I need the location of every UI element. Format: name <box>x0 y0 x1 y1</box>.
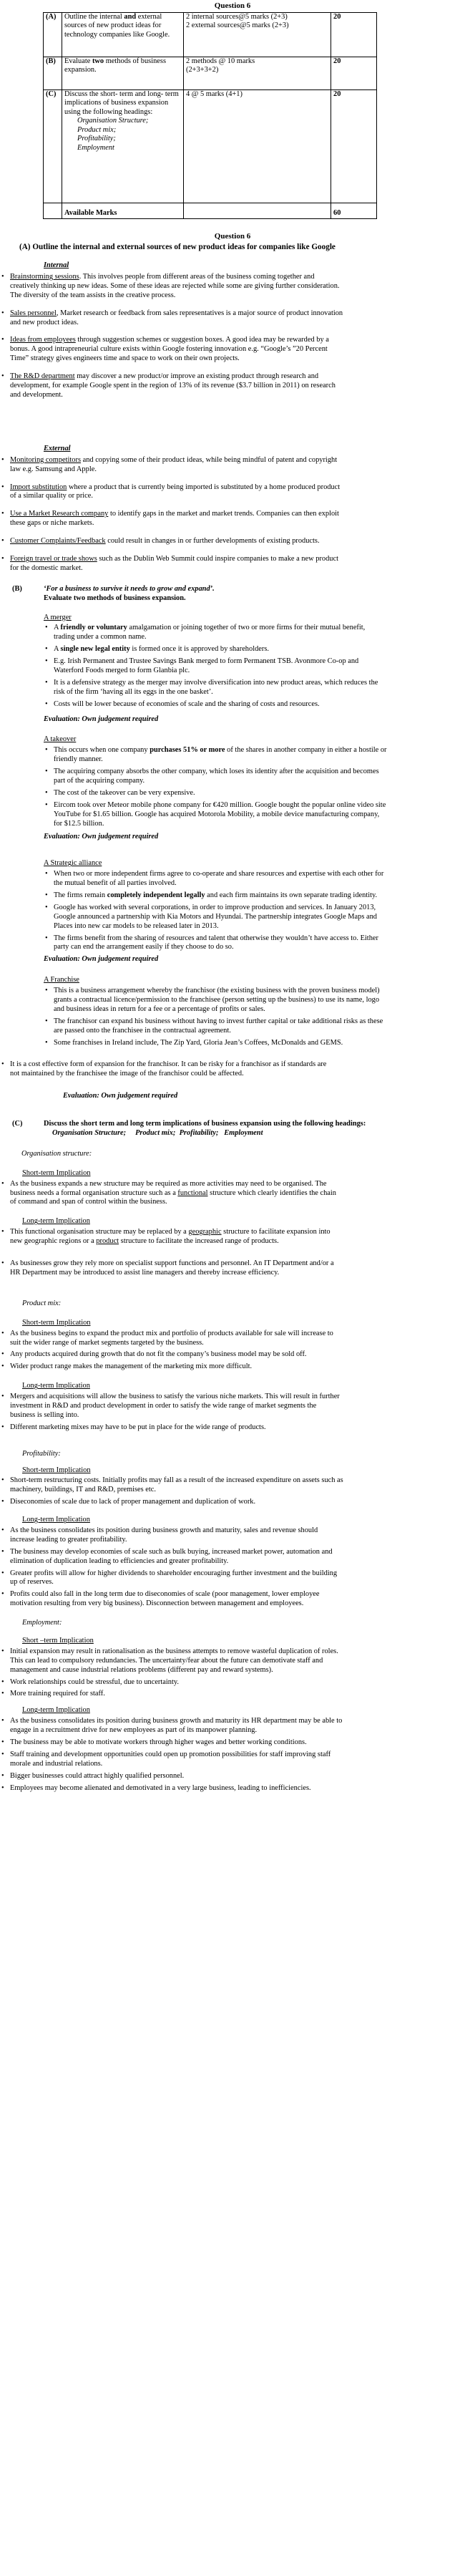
franchise-extra <box>0 1060 336 1079</box>
list-item: • More training required for staff. <box>0 1690 343 1699</box>
external-sources-list <box>0 456 343 573</box>
list-item: • The acquiring company absorbs the other company, which loses its identity after the acquisition and becomes part of the acquiring company. <box>44 768 387 786</box>
row-marks: 20 <box>331 12 377 57</box>
list-item: • The firms remain completely independent legally and each firm maintains its own separate trading identity. <box>44 891 387 901</box>
list-item: • This occurs when one company purchases 51% or more of the shares in another company in either a hostile or friendly manner. <box>44 746 387 765</box>
list-item: • Google has worked with several corporations, in order to improve production and services. In January 2013, Google announced a partnership with Kia Motors and Hyundai. The partnership integrates Google Maps and Places into new car models to be released later in 2013. <box>44 904 387 931</box>
list-item: • Eircom took over Meteor mobile phone company for €420 million. Google bought the popular online video site YouTube for $1.65 billion. Google has acquired Motorola Mobility, a mobile device manufacturing company, for $12.5 billion. <box>44 801 387 829</box>
list-item: • A friendly or voluntary amalgamation or joining together of two or more firms for their mutual benefit, trading under a common name. <box>44 624 387 642</box>
row-task: Outline the internal and external sources of new product ideas for technology companies like Google. <box>62 12 184 57</box>
alliance-title: A Strategic alliance <box>44 859 102 868</box>
task-heading: Employment <box>77 143 114 152</box>
external-label: External <box>44 444 71 452</box>
long-term-label: Long-term Implication <box>22 1516 90 1524</box>
short-term-label: Short-term Implication <box>22 1466 91 1474</box>
list-item: • Employees may become alienated and demotivated in a very large business, leading to inefficiencies. <box>0 1784 343 1793</box>
available-marks-total: 60 <box>331 203 377 218</box>
answer-title: Question 6 <box>214 231 251 241</box>
list-item: • Foreign travel or trade shows such as the Dublin Web Summit could inspire companies to make a new product for the domestic market. <box>0 555 343 573</box>
long-term-label: Long-term Implication <box>22 1217 90 1226</box>
org-structure-title: Organisation structure: <box>21 1149 92 1158</box>
list-item: • Use a Market Research company to identify gaps in the market and market trends. Companies can then exploit these gaps or niche markets. <box>0 510 343 528</box>
product-short-list <box>0 1330 343 1372</box>
list-item: • As the business begins to expand the product mix and portfolio of products available for sale will increase to suit the wider range of market segments targeted by the business. <box>0 1330 343 1348</box>
internal-label: Internal <box>44 261 69 270</box>
evaluation-note: Evaluation: Own judgement required <box>63 1092 178 1100</box>
list-item: • The firms benefit from the sharing of resources and talent that otherwise they wouldn’t have access to. Either party can end the arrangement easily if they choose to do so. <box>44 934 387 953</box>
merger-title: A merger <box>44 613 72 621</box>
list-item: • It is a cost effective form of expansion for the franchisor. It can be risky for a franchisor as if standards are not maintained by the franchisee the image of the franchisor could be affected. <box>0 1060 336 1079</box>
table-row <box>44 12 377 57</box>
list-item: • Import substitution where a product that is currently being imported is substituted by a home produced product of a similar quality or price. <box>0 483 343 502</box>
question-title: Question 6 <box>214 1 251 10</box>
list-item: • Monitoring competitors and copying some of their product ideas, while being mindful of patent and copyright law e.g. Samsung and Apple. <box>0 456 343 475</box>
list-item: • Customer Complaints/Feedback could result in changes in or further developments of existing products. <box>0 537 343 546</box>
task-heading: Organisation Structure; <box>77 117 149 125</box>
section-c-label: (C) <box>12 1120 23 1128</box>
row-label: (A) <box>44 12 62 57</box>
profitability-title: Profitability: <box>22 1449 61 1458</box>
merger-list <box>44 624 387 709</box>
list-item: • It is a defensive strategy as the merger may involve diversification into new product areas, which reduces the risk of the firm ‘having all its eggs in the one basket’. <box>44 679 387 697</box>
takeover-title: A takeover <box>44 735 77 744</box>
profit-long-list <box>0 1526 343 1609</box>
franchise-list <box>44 987 387 1047</box>
section-a-heading: (A) Outline the internal and external sources of new product ideas for companies like Google <box>19 243 336 252</box>
row-label: (B) <box>44 57 62 89</box>
marking-scheme-table <box>43 12 377 219</box>
employment-short-list <box>0 1647 343 1699</box>
row-scheme: 2 internal sources@5 marks (2+3) 2 external sources@5 marks (2+3) <box>184 12 331 57</box>
profit-short-list <box>0 1476 343 1507</box>
list-item: • Mergers and acquisitions will allow the business to satisfy the various niche markets. This will result in further investment in R&D and product development in order to satisfy the wide range of market segments the business is selling into. <box>0 1393 343 1420</box>
list-item: • The R&D department may discover a new product/or improve an existing product through research and development, for example Google spent in the region of 13% of its revenue ($3.7 billion in 2011) on research and development. <box>0 372 343 400</box>
section-c-heading: Discuss the short term and long term implications of business expansion using the following headings: Organisation Structure; Product mix; Profitability; Employment <box>44 1120 366 1138</box>
list-item: • As the business expands a new structure may be required as more activities may need to be organised. The business needs a formal organisation structure such as a functional structure which clearly identifies the chain of command and span of control within the business. <box>0 1180 343 1208</box>
evaluation-note: Evaluation: Own judgement required <box>44 715 159 723</box>
section-a <box>19 243 391 253</box>
list-item: • The business may be able to motivate workers through higher wages and better working conditions. <box>0 1738 343 1748</box>
list-item: • This is a business arrangement whereby the franchisor (the existing business with the proven business model) grants a contractual licence/permission to the franchisee (person setting up the business) to use its name, logo and business ideas in return for a fee or a percentage of profits or sales. <box>44 987 387 1015</box>
list-item: • Greater profits will allow for higher dividends to shareholder encouraging further investment and the building up of reserves. <box>0 1569 343 1588</box>
section-b-quote: ‘For a business to survive it needs to grow and expand’. <box>44 584 215 593</box>
list-item: • As businesses grow they rely more on specialist support functions and personnel. An IT Department and/or a HR Department may be introduced to assist line managers and thereby increase efficiency. <box>0 1259 343 1278</box>
list-item: • A single new legal entity is formed once it is approved by shareholders. <box>44 645 387 654</box>
list-item: • Ideas from employees through suggestion schemes or suggestion boxes. A good idea may be rewarded by a bonus. A good intrapreneurial culture exists within Google fostering innovation e.g. “Google’s ”20 Percent Time” strategy gives engineers time and space to work on their own projects. <box>0 336 343 364</box>
row-marks: 20 <box>331 89 377 203</box>
takeover-list <box>44 746 387 828</box>
row-task: Evaluate two methods of business expansion. <box>62 57 184 89</box>
internal-sources-list <box>0 273 343 400</box>
short-term-label: Short-term Implication <box>22 1318 91 1327</box>
evaluation-note: Evaluation: Own judgement required <box>44 955 159 964</box>
list-item: • Brainstorming sessions. This involves people from different areas of the business coming together and creatively thinking up new ideas. Some of these ideas are rejected while some are giving further consideration. The diversity of the team assists in the creative process. <box>0 273 343 301</box>
row-scheme: 2 methods @ 10 marks (2+3+3+2) <box>184 57 331 89</box>
product-mix-title: Product mix: <box>22 1299 62 1307</box>
list-item: • When two or more independent firms agree to co-operate and share resources and expertise with each other for the mutual benefit of all parties involved. <box>44 870 387 888</box>
long-term-label: Long-term Implication <box>22 1382 90 1390</box>
employment-title: Employment: <box>22 1619 62 1627</box>
list-item: • Initial expansion may result in rationalisation as the business attempts to remove wasteful duplication of roles. This can lead to compulsory redundancies. The uncertainty/fear about the future can demotivate staff and management and cause industrial relations problems (different pay and reward systems). <box>0 1647 343 1675</box>
list-item: • As the business consolidates its position during business growth and maturity, sales and revenue should increase leading to greater profitability. <box>0 1526 343 1545</box>
list-item: • Costs will be lower because of economies of scale and the sharing of costs and resources. <box>44 700 387 710</box>
list-item: • Sales personnel, Market research or feedback from sales representatives is a major source of product innovation and new product ideas. <box>0 309 343 328</box>
list-item: • This functional organisation structure may be replaced by a geographic structure to facilitate expansion into new geographic regions or a product structure to facilitate the increased range of products. <box>0 1228 343 1246</box>
list-item: • As the business consolidates its position during business growth and maturity its HR department may be able to engage in a recruitment drive for new employees as part of its manpower planning. <box>0 1717 343 1735</box>
task-heading: Product mix; <box>77 125 117 134</box>
list-item: • Bigger businesses could attract highly qualified personnel. <box>0 1772 343 1781</box>
employment-long-list <box>0 1717 343 1793</box>
long-term-label: Long-term Implication <box>22 1706 90 1715</box>
row-label: (C) <box>44 89 62 203</box>
table-row <box>44 57 377 89</box>
short-term-label: Short –term Implication <box>22 1636 94 1645</box>
list-item: • E.g. Irish Permanent and Trustee Savings Bank merged to form Permanent TSB. Avonmore Co-op and Waterford Foods merged to form Glanbia plc. <box>44 657 387 676</box>
list-item: • The business may develop economies of scale such as bulk buying, increased market power, automation and elimination of duplication leading to efficiencies and greater profitability. <box>0 1548 343 1567</box>
list-item: • The cost of the takeover can be very expensive. <box>44 789 387 798</box>
product-long-list <box>0 1393 343 1433</box>
list-item: • Wider product range makes the management of the marketing mix more difficult. <box>0 1362 343 1372</box>
list-item: • Any products acquired during growth that do not fit the company’s business model may be sold off. <box>0 1350 343 1360</box>
section-b <box>12 585 398 604</box>
list-item: • Staff training and development opportunities could open up promotion possibilities for staff improving staff morale and industrial relations. <box>0 1751 343 1769</box>
alliance-list <box>44 870 387 952</box>
list-item: • Short-term restructuring costs. Initially profits may fall as a result of the increased expenditure on assets such as machinery, buildings, IT and R&D, premises etc. <box>0 1476 343 1495</box>
list-item: • Diseconomies of scale due to lack of proper management and duplication of work. <box>0 1498 343 1507</box>
list-item: • Some franchises in Ireland include, The Zip Yard, Gloria Jean’s Coffees, McDonalds and GEMS. <box>44 1039 387 1048</box>
section-b-instruction: Evaluate two methods of business expansion. <box>44 594 186 602</box>
row-marks: 20 <box>331 57 377 89</box>
section-b-label: (B) <box>12 584 22 593</box>
table-row <box>44 89 377 203</box>
org-short-list <box>0 1180 343 1208</box>
row-task: Discuss the short- term and long- term implications of business expansion using the following headings: Organisation Structure; Product mix; Profitability; Employment <box>62 89 184 203</box>
table-row <box>44 203 377 218</box>
task-heading: Profitability; <box>77 135 116 143</box>
list-item: • Profits could also fall in the long term due to diseconomies of scale (poor management, lower employee motivation resulting from very big business). Disconnection between management and employees. <box>0 1590 343 1609</box>
evaluation-note: Evaluation: Own judgement required <box>44 833 159 841</box>
list-item: • Work relationships could be stressful, due to uncertainty. <box>0 1678 343 1688</box>
org-long-list <box>0 1228 343 1278</box>
section-c <box>12 1120 398 1138</box>
list-item: • Different marketing mixes may have to be put in place for the wide range of products. <box>0 1423 343 1433</box>
franchise-title: A Franchise <box>44 976 79 984</box>
row-scheme: 4 @ 5 marks (4+1) <box>184 89 331 203</box>
short-term-label: Short-term Implication <box>22 1168 91 1177</box>
available-marks-label: Available Marks <box>62 203 184 218</box>
list-item: • The franchisor can expand his business without having to invest further capital or take additional risks as these are passed onto the franchisee in the contractual agreement. <box>44 1017 387 1036</box>
